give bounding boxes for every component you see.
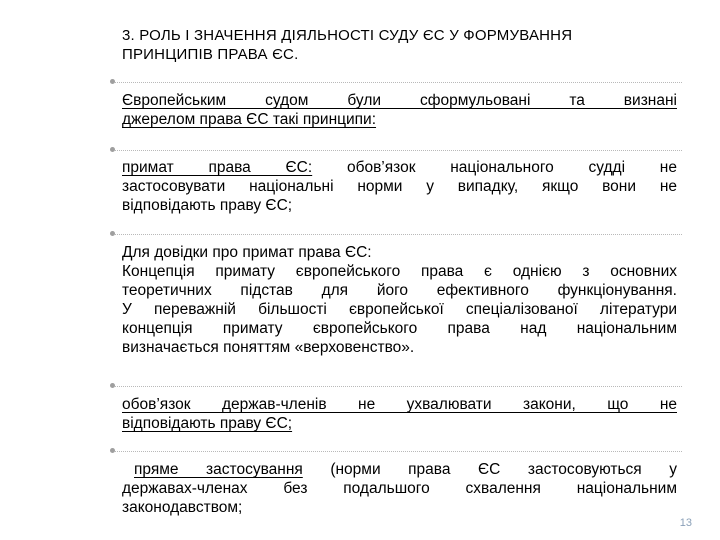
reference-heading: Для довідки про примат права ЄС: — [122, 244, 372, 261]
title-line-1: 3. РОЛЬ І ЗНАЧЕННЯ ДІЯЛЬНОСТІ СУДУ ЄС У ФОРМУВАННЯ — [122, 27, 573, 44]
reference-line-3: У переважній більшості європейської спеціалізованої літератури — [122, 301, 677, 318]
primacy-line-3: відповідають праву ЄС; — [122, 197, 293, 214]
paragraph-principles-intro — [122, 91, 677, 129]
primacy-line-1-rest: обов’язок національного судді не — [312, 159, 677, 176]
direct-line-1-rest: (норми права ЄС застосовуються у — [302, 461, 677, 478]
reference-line-2: теоретичних підстав для його ефективного функціонування. — [122, 282, 677, 299]
reference-line-4: концепція примату європейського права над національним — [122, 320, 677, 337]
intro-line-2: джерелом права ЄС такі принципи: — [122, 111, 377, 128]
title-line-2: ПРИНЦИПІВ ПРАВА ЄС. — [122, 46, 299, 63]
primacy-line-2: застосовувати національні норми у випадку, якщо вони не — [122, 178, 677, 195]
primacy-line-1 — [122, 158, 677, 177]
separator-1 — [112, 82, 682, 83]
separator-3 — [112, 234, 682, 235]
paragraph-member-states-obligation — [122, 395, 677, 433]
direct-line-3: законодавством; — [122, 499, 243, 516]
direct-line-1 — [122, 460, 677, 479]
page-number: 13 — [679, 517, 692, 529]
separator-2 — [112, 150, 682, 151]
separator-5 — [112, 451, 682, 452]
primacy-lead: примат права ЄС: — [122, 159, 313, 176]
direct-lead: пряме застосування — [134, 461, 303, 478]
obligation-line-2: відповідають праву ЄС; — [122, 415, 293, 432]
reference-line-1: Концепція примату європейського права є однією з основних — [122, 263, 677, 280]
slide-title — [122, 26, 677, 64]
intro-line-1: Європейським судом були сформульовані та визнані — [122, 92, 677, 109]
paragraph-reference — [122, 243, 677, 357]
reference-line-5: визначається поняттям «верховенство». — [122, 339, 415, 356]
obligation-line-1: обов’язок держав-членів не ухвалювати закони, що не — [122, 396, 677, 413]
separator-4 — [112, 386, 682, 387]
paragraph-primacy — [122, 158, 677, 215]
direct-line-2: державах-членах без подальшого схвалення національним — [122, 480, 677, 497]
paragraph-direct-application — [122, 460, 677, 517]
